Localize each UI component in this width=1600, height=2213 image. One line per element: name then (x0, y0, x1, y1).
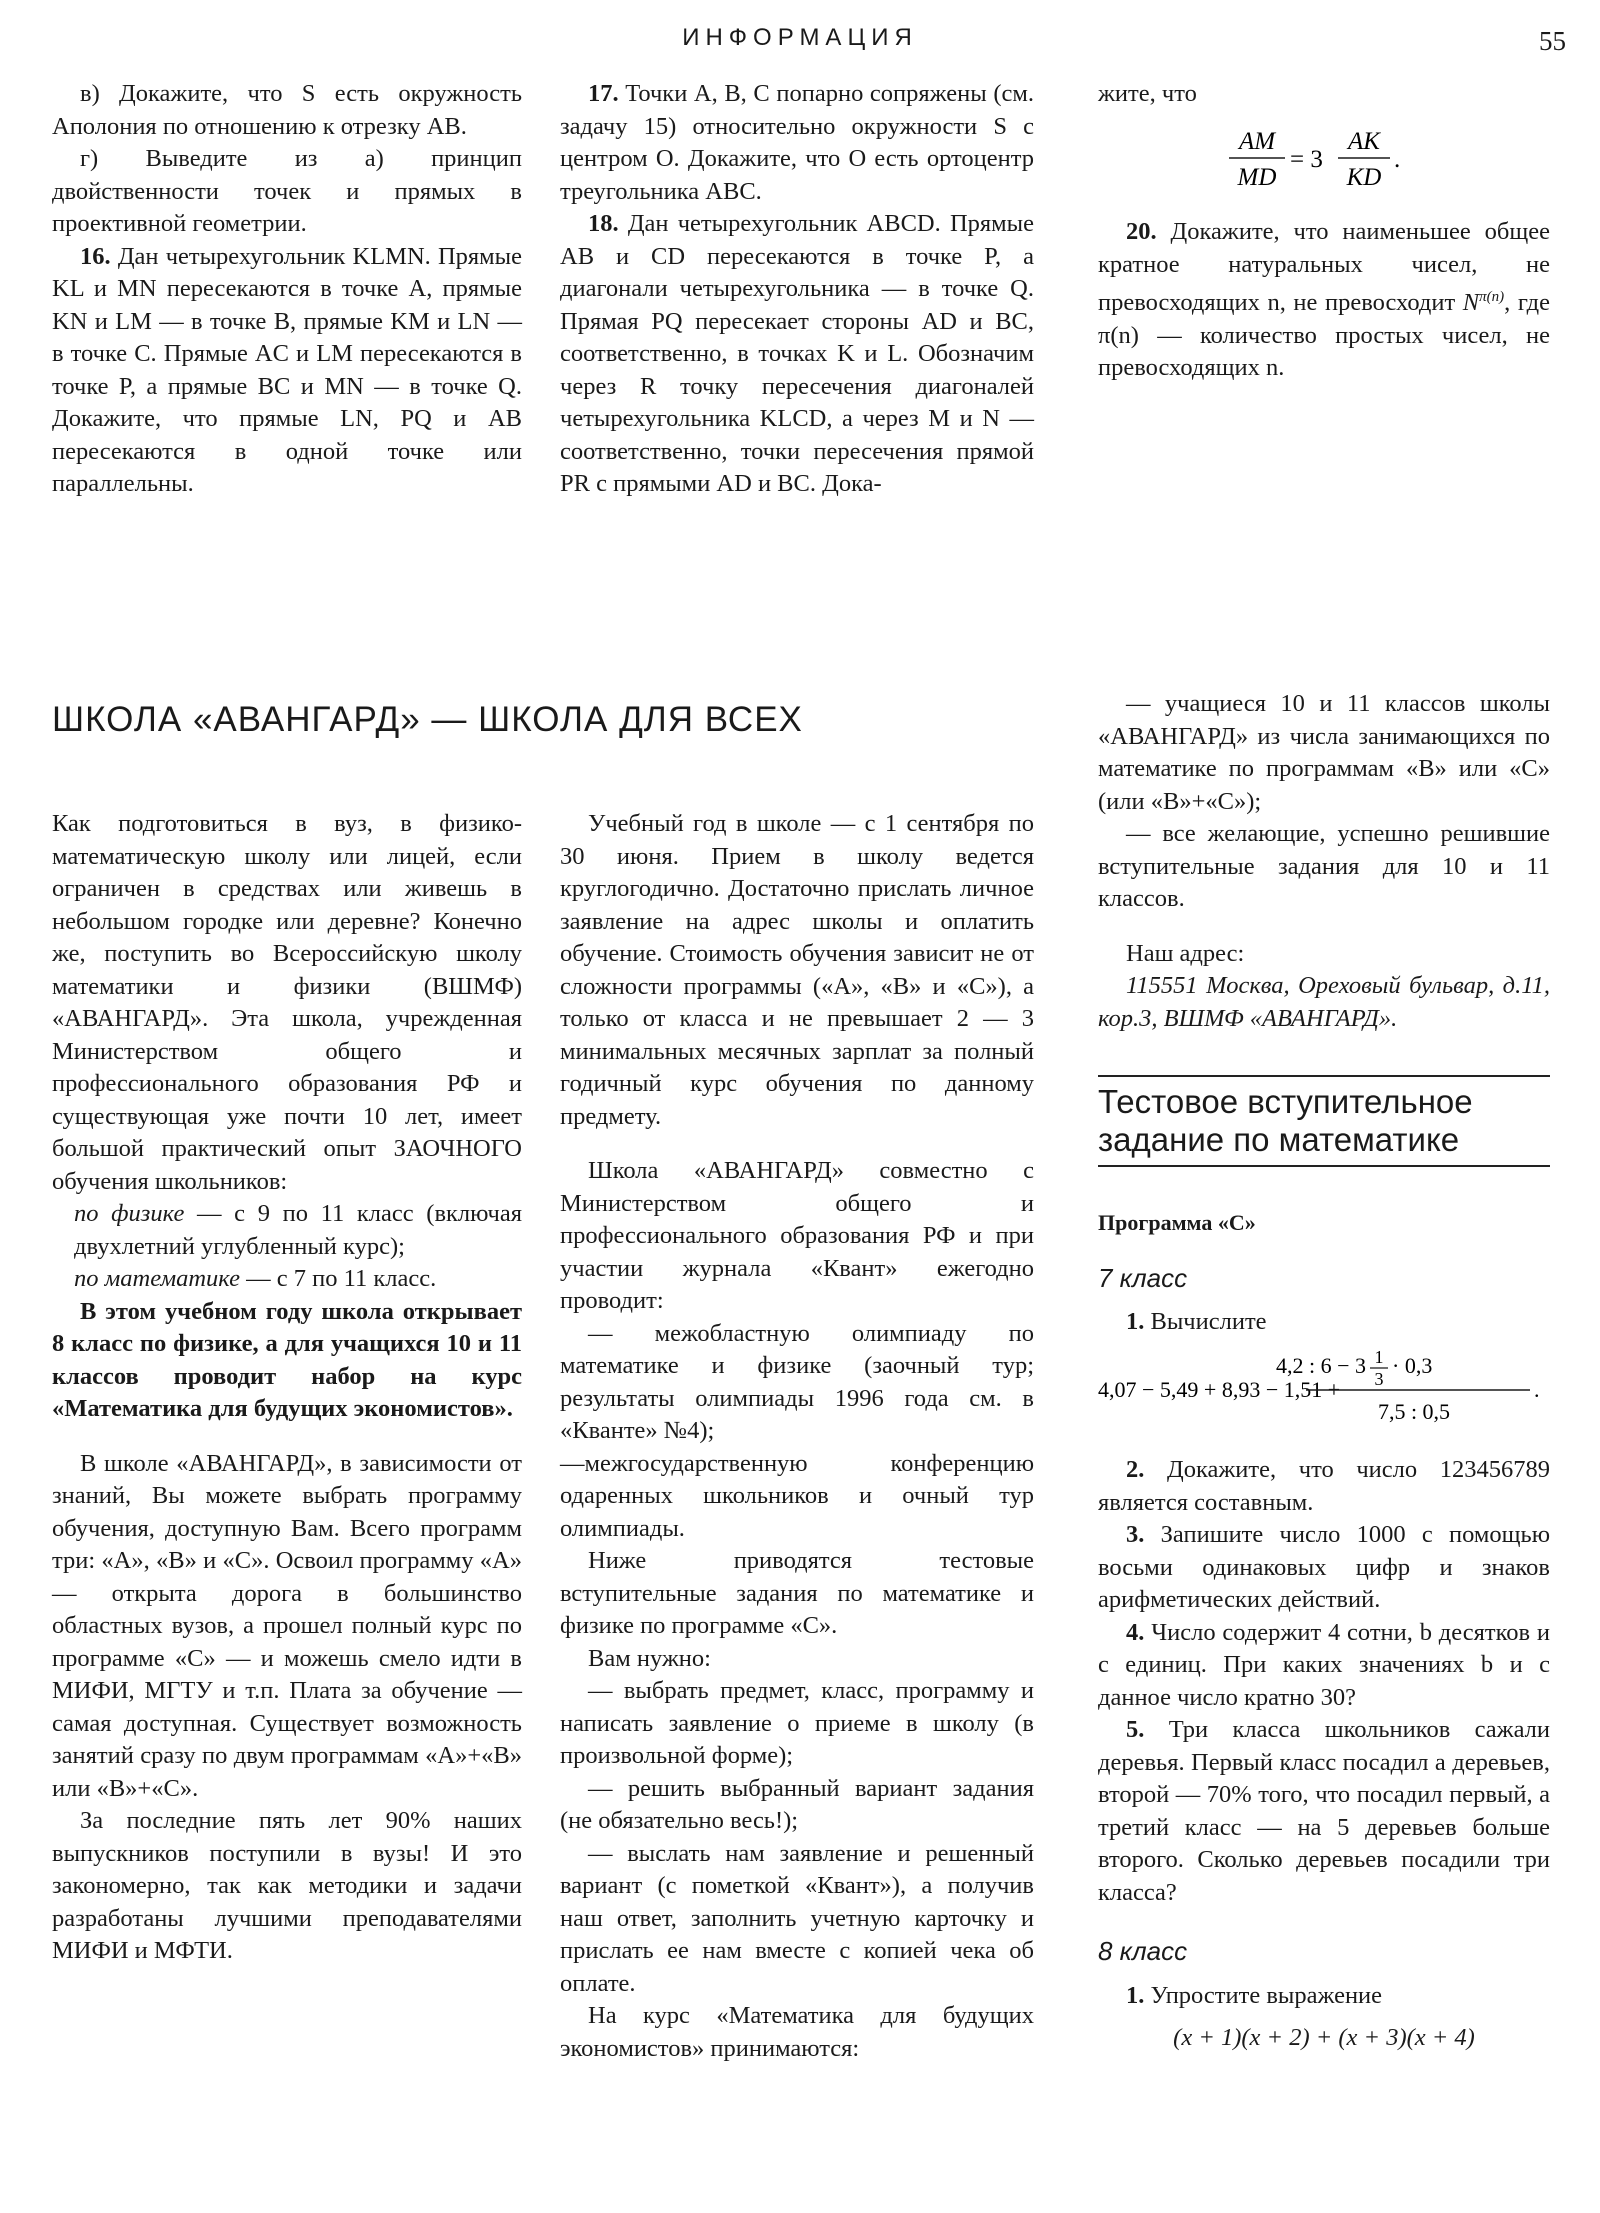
section-header: ИНФОРМАЦИЯ (682, 24, 918, 51)
calc-expression-svg (1098, 1343, 1550, 1431)
physics-label: по физике (74, 1200, 185, 1227)
math-line (52, 1263, 522, 1296)
list-item: — все желающие, успешно решившие вступительные задания для 10 и 11 классов. (1098, 820, 1550, 912)
problem-18-end: жите, что (1098, 80, 1197, 107)
needs-label: Вам нужно: (588, 1644, 711, 1672)
problem-text-end: , где π(n) — количество простых чисел, не превосходящих n. (1098, 289, 1550, 382)
expr-num-a: 4,2 : 6 − 3 (1275, 1352, 1366, 1378)
formula-lhs-den: MD (1237, 163, 1277, 191)
school-column-2 (560, 808, 1034, 2065)
formula-end: . (1394, 145, 1401, 173)
problem-text: Докажите, что число 123456789 является составным. (1098, 1456, 1551, 1516)
page-number: 55 (1539, 26, 1566, 56)
list-item: — решить выбранный вариант задания (не обязательно весь!); (560, 1774, 1034, 1834)
address-label: Наш адрес: (1126, 939, 1245, 967)
problem-16 (52, 241, 522, 501)
spacer (1098, 916, 1550, 938)
problem-text: Три класса школьников сажали деревья. Первый класс посадил a деревьев, второй — 70% того, что посадил первый, а третий класс — на 5 деревьев больше второго. Сколько деревьев посадили три класса? (1098, 1716, 1550, 1906)
test-item-2 (1098, 1454, 1550, 1519)
problem-text: Вычислите (1150, 1308, 1267, 1335)
problem-15v: в) Докажите, что S есть окружность Аполония по отношению к отрезку AB. (52, 80, 522, 140)
problem-number: 20. (1126, 218, 1157, 245)
calc-expression (1098, 1339, 1550, 1455)
power-exponent: π(n) (1479, 289, 1505, 305)
formula-eq: = 3 (1290, 145, 1323, 173)
problem-text: Дан четырехугольник ABCD. Прямые AB и CD пересекаются в точке P, а диагонали четырехугольника — в точке Q. Прямая PQ пересекает стороны AD и BC, соответственно, в точках K и L. Обозначим через R точку пересечения диагоналей четырехугольника KLCD, а через M и N — соответственно, точки пересечения прямой PR с прямыми AD и BC. Дока- (560, 210, 1034, 497)
problem-number: 4. (1126, 1618, 1145, 1646)
grade-7-heading: 7 класс (1098, 1262, 1188, 1293)
expr-mixed-num: 1 (1374, 1346, 1384, 1367)
power-base: N (1462, 289, 1480, 317)
problems-column-3 (1098, 78, 1550, 385)
problem-number: 17. (588, 80, 619, 107)
problem-text: Дан четырехугольник KLMN. Прямые KL и MN пересекаются в точке A, прямые KN и LM — в точке B, прямые KM и LN — в точке C. Прямые AC и LM пересекаются в точке P, а прямые BC и MN — в точке Q. Докажите, что прямые LN, PQ и AB пересекаются в одной точке или параллельны. (52, 242, 522, 497)
school-section-title: ШКОЛА «АВАНГАРД» — ШКОЛА ДЛЯ ВСЕХ (52, 700, 803, 739)
schedule-paragraph: Учебный год в школе — с 1 сентября по 30 июня. Прием в школу ведется круглогодично. Достаточно прислать личное заявление на адрес школы и оплатить обучение. Стоимость обучения зависит не от сложности программы («A», «B» и «C»), а только от класса и не превышает 2 — 3 минимальных месячных зарплат за полный годичный курс обучения по данному предмету. (560, 810, 1034, 1130)
list-item: — учащиеся 10 и 11 классов школы «АВАНГАРД» из числа занимающихся по математике по программам «B» или «C» (или «B»+«C»); (1098, 690, 1550, 815)
intro-paragraph: Как подготовиться в вуз, в физико-математическую школу или лицей, если ограничен в средствах или живешь в небольшом городке или деревне? Конечно же, поступить во Всероссийскую школу математики и физики (ВШМФ) «АВАНГАРД». Эта школа, учрежденная Министерством общего и профессионального образования РФ и существующая уже почти 10 лет, имеет большой практический опыт ЗАОЧНОГО обучения школьников: (52, 810, 522, 1195)
address: 115551 Москва, Ореховый бульвар, д.11, кор.3, ВШМФ «АВАНГАРД». (1098, 972, 1550, 1032)
test-title: Тестовое вступительное задание по математике (1098, 1075, 1550, 1167)
programs-paragraph: В школе «АВАНГАРД», в зависимости от знаний, Вы можете выбрать программу обучения, доступную Вам. Всего программ три: «A», «B» и «C». Освоил программу «A» — открыта дорога в большинство областных вузов, а прошел полный курс по программе «C» — и можешь смело идти в МИФИ, МГТУ и т.п. Плата за обучение — самая доступная. Существует возможность занятий сразу по двум программам «A»+«B» или «B»+«C». (52, 1449, 522, 1802)
list-item: —межгосударственную конференцию одаренных школьников и очный тур олимпиады. (560, 1449, 1034, 1542)
physics-text: — с 9 по 11 класс (включая двухлетний углубленный курс); (74, 1200, 522, 1260)
problem-number: 1. (1126, 1308, 1145, 1335)
simplify-expression: (x + 1)(x + 2) + (x + 3)(x + 4) (1173, 2024, 1475, 2051)
events-paragraph: Школа «АВАНГАРД» совместно с Министерством общего и профессионального образования РФ и при участии журнала «Квант» ежегодно проводит: (560, 1157, 1034, 1314)
test-item-1 (1098, 1306, 1550, 1339)
expr-mixed-den: 3 (1374, 1368, 1384, 1389)
expr-end: . (1534, 1376, 1540, 1402)
running-header (0, 24, 1600, 64)
tests-paragraph: Ниже приводятся тестовые вступительные задания по математике и физике по программе «C». (560, 1547, 1034, 1639)
test8-item-1 (1098, 1980, 1550, 2013)
problem-15g: г) Выведите из а) принцип двойственности точек и прямых в проективной геометрии. (52, 145, 522, 237)
problem-number: 16. (80, 242, 111, 270)
spacer (1098, 1909, 1550, 1931)
problems-column-1 (52, 78, 522, 501)
test-item-4 (1098, 1617, 1550, 1715)
problem-number: 18. (588, 210, 619, 237)
formula-rhs-num: AK (1348, 127, 1380, 155)
problem-number: 1. (1126, 1981, 1145, 2009)
problem-text: Точки A, B, C попарно сопряжены (см. задачу 15) относительно окружности S с центром O. Докажите, что O есть ортоцентр треугольника ABC. (560, 80, 1034, 205)
problem-text: Упростите выражение (1150, 1981, 1383, 2009)
problem-17 (560, 78, 1034, 208)
problem-text: Число содержит 4 сотни, b десятков и c единиц. При каких значениях b и c данное число кратно 30? (1098, 1618, 1551, 1711)
spacer (560, 1133, 1034, 1155)
math-text: — с 7 по 11 класс. (240, 1265, 437, 1292)
test-item-5 (1098, 1714, 1550, 1909)
problem-text: Докажите, что наименьшее общее кратное натуральных чисел, не превосходящих n, не превосходит (1098, 218, 1550, 317)
expr-num-b: · 0,3 (1392, 1352, 1433, 1378)
list-item: — выслать нам заявление и решенный вариант (с пометкой «Квант»), а получив наш ответ, заполнить учетную карточку и прислать ее нам вместе с копией чека об оплате. (560, 1839, 1034, 1997)
problem-number: 5. (1126, 1716, 1145, 1743)
problem-number: 3. (1126, 1521, 1145, 1548)
program-label: Программа «C» (1098, 1210, 1256, 1235)
problems-column-2 (560, 78, 1034, 501)
problem-text: Запишите число 1000 с помощью восьми одинаковых цифр и знаков арифметических действий. (1098, 1521, 1550, 1613)
math-label: по математике (74, 1265, 241, 1292)
grade-8-heading: 8 класс (1098, 1936, 1188, 1966)
test-item-3 (1098, 1519, 1550, 1617)
ratio-formula (1098, 111, 1550, 217)
problem-18 (560, 208, 1034, 501)
school-column-1 (52, 808, 522, 1968)
economists-paragraph: На курс «Математика для будущих экономистов» принимаются: (560, 2002, 1034, 2062)
list-item: — выбрать предмет, класс, программу и написать заявление о приеме в школу (в произвольной форме); (560, 1677, 1034, 1769)
school-column-3 (1098, 688, 1550, 2055)
results-paragraph: За последние пять лет 90% наших выпускников поступили в вузы! И это закономерно, так как методики и задачи разработаны лучшими преподавателями МИФИ и МФТИ. (52, 1807, 522, 1964)
formula-lhs-num: AM (1238, 127, 1276, 155)
list-item: — межобластную олимпиаду по математике и физике (заочный тур; результаты олимпиады 1996 года см. в «Кванте» №4); (560, 1319, 1034, 1444)
problem-20 (1098, 216, 1550, 385)
ratio-formula-svg (1174, 119, 1474, 199)
spacer (52, 1426, 522, 1448)
problem-number: 2. (1126, 1456, 1145, 1483)
formula-rhs-den: KD (1346, 163, 1382, 191)
spacer (1098, 1035, 1550, 1075)
physics-line (52, 1198, 522, 1263)
expr-left: 4,07 − 5,49 + 8,93 − 1,51 + (1098, 1376, 1341, 1402)
announcement-bold: В этом учебном году школа открывает 8 класс по физике, а для учащихся 10 и 11 классов проводит набор на курс «Математика для будущих экономистов». (52, 1297, 522, 1422)
expr-den: 7,5 : 0,5 (1377, 1398, 1451, 1424)
